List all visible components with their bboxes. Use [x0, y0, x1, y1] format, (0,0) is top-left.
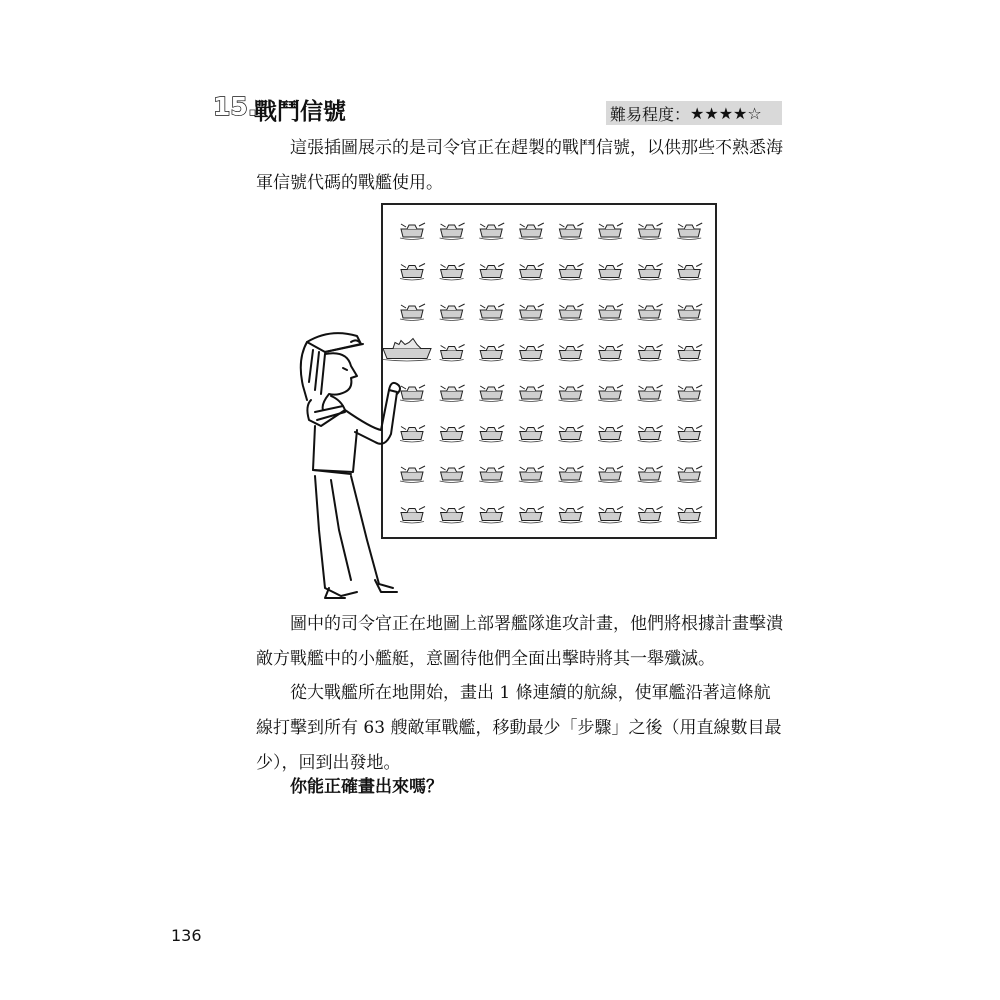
- enemy-ship-icon: [638, 466, 663, 483]
- description-paragraph-1: 圖中的司令官正在地圖上部署艦隊進攻計畫，他們將根據計畫擊潰敵方戰艦中的小艦艇，意圖待他們全面出擊時將其一舉殲滅。: [256, 614, 783, 669]
- enemy-ship-icon: [638, 507, 663, 524]
- enemy-ship-icon: [598, 304, 623, 321]
- enemy-ship-icon: [519, 507, 544, 524]
- enemy-ship-icon: [677, 304, 702, 321]
- enemy-ship-icon: [440, 385, 465, 402]
- enemy-ship-icon: [638, 345, 663, 362]
- enemy-ship-icon: [558, 223, 583, 240]
- enemy-ship-icon: [400, 264, 425, 281]
- enemy-ship-icon: [638, 304, 663, 321]
- enemy-ship-icon: [519, 426, 544, 443]
- difficulty-label: 難易程度：: [610, 104, 691, 124]
- enemy-ship-icon: [479, 264, 504, 281]
- enemy-ship-icon: [677, 223, 702, 240]
- difficulty-stars: ★★★★☆: [690, 103, 762, 123]
- enemy-ship-icon: [598, 385, 623, 402]
- enemy-ship-icon: [558, 304, 583, 321]
- enemy-ship-icon: [598, 345, 623, 362]
- enemy-ship-icon: [479, 466, 504, 483]
- enemy-ship-icon: [400, 223, 425, 240]
- enemy-ship-icon: [638, 385, 663, 402]
- enemy-ship-icon: [598, 507, 623, 524]
- enemy-ship-icon: [519, 385, 544, 402]
- enemy-ship-icon: [598, 264, 623, 281]
- enemy-ship-icon: [677, 385, 702, 402]
- enemy-ship-icon: [519, 466, 544, 483]
- enemy-ship-icon: [440, 507, 465, 524]
- enemy-ship-icon: [638, 223, 663, 240]
- enemy-ship-icon: [519, 304, 544, 321]
- enemy-ship-icon: [598, 466, 623, 483]
- enemy-ship-icon: [440, 264, 465, 281]
- difficulty-rating: [606, 101, 782, 125]
- enemy-ship-icon: [677, 426, 702, 443]
- enemy-ship-icon: [479, 304, 504, 321]
- enemy-ship-icon: [519, 345, 544, 362]
- commander-illustration: [285, 330, 415, 600]
- puzzle-title: 戰鬥信號: [254, 99, 346, 125]
- enemy-ship-icon: [558, 426, 583, 443]
- puzzle-number: 15.: [213, 92, 258, 121]
- enemy-ship-icon: [558, 264, 583, 281]
- enemy-ship-icon: [479, 223, 504, 240]
- enemy-ship-icon: [638, 426, 663, 443]
- enemy-ship-icon: [598, 223, 623, 240]
- enemy-ship-icon: [598, 426, 623, 443]
- enemy-ship-icon: [440, 223, 465, 240]
- enemy-ship-icon: [479, 345, 504, 362]
- enemy-ship-icon: [519, 223, 544, 240]
- enemy-ship-icon: [519, 264, 544, 281]
- enemy-ship-icon: [677, 507, 702, 524]
- enemy-ship-icon: [558, 466, 583, 483]
- enemy-ship-icon: [558, 345, 583, 362]
- intro-paragraph: 這張插圖展示的是司令官正在趕製的戰鬥信號，以供那些不熟悉海軍信號代碼的戰艦使用。: [256, 138, 783, 193]
- enemy-ship-icon: [479, 385, 504, 402]
- ship-grid: [383, 205, 715, 537]
- enemy-ship-icon: [558, 385, 583, 402]
- enemy-ship-icon: [440, 304, 465, 321]
- enemy-ship-icon: [479, 507, 504, 524]
- enemy-ship-icon: [638, 264, 663, 281]
- enemy-ship-icon: [677, 345, 702, 362]
- description-paragraph-2: 從大戰艦所在地開始，畫出 1 條連續的航線，使軍艦沿著這條航線打擊到所有 63 艘敵軍戰艦，移動最少「步驟」之後（用直線數目最少），回到出發地。: [256, 683, 782, 773]
- enemy-ship-icon: [558, 507, 583, 524]
- enemy-ship-icon: [677, 466, 702, 483]
- question-text: 你能正確畫出來嗎？: [290, 777, 443, 797]
- enemy-ship-icon: [479, 426, 504, 443]
- battle-map: [381, 203, 717, 539]
- enemy-ship-icon: [440, 345, 465, 362]
- page-number: 136: [171, 926, 202, 945]
- enemy-ship-icon: [677, 264, 702, 281]
- enemy-ship-icon: [440, 426, 465, 443]
- enemy-ship-icon: [440, 466, 465, 483]
- enemy-ship-icon: [400, 304, 425, 321]
